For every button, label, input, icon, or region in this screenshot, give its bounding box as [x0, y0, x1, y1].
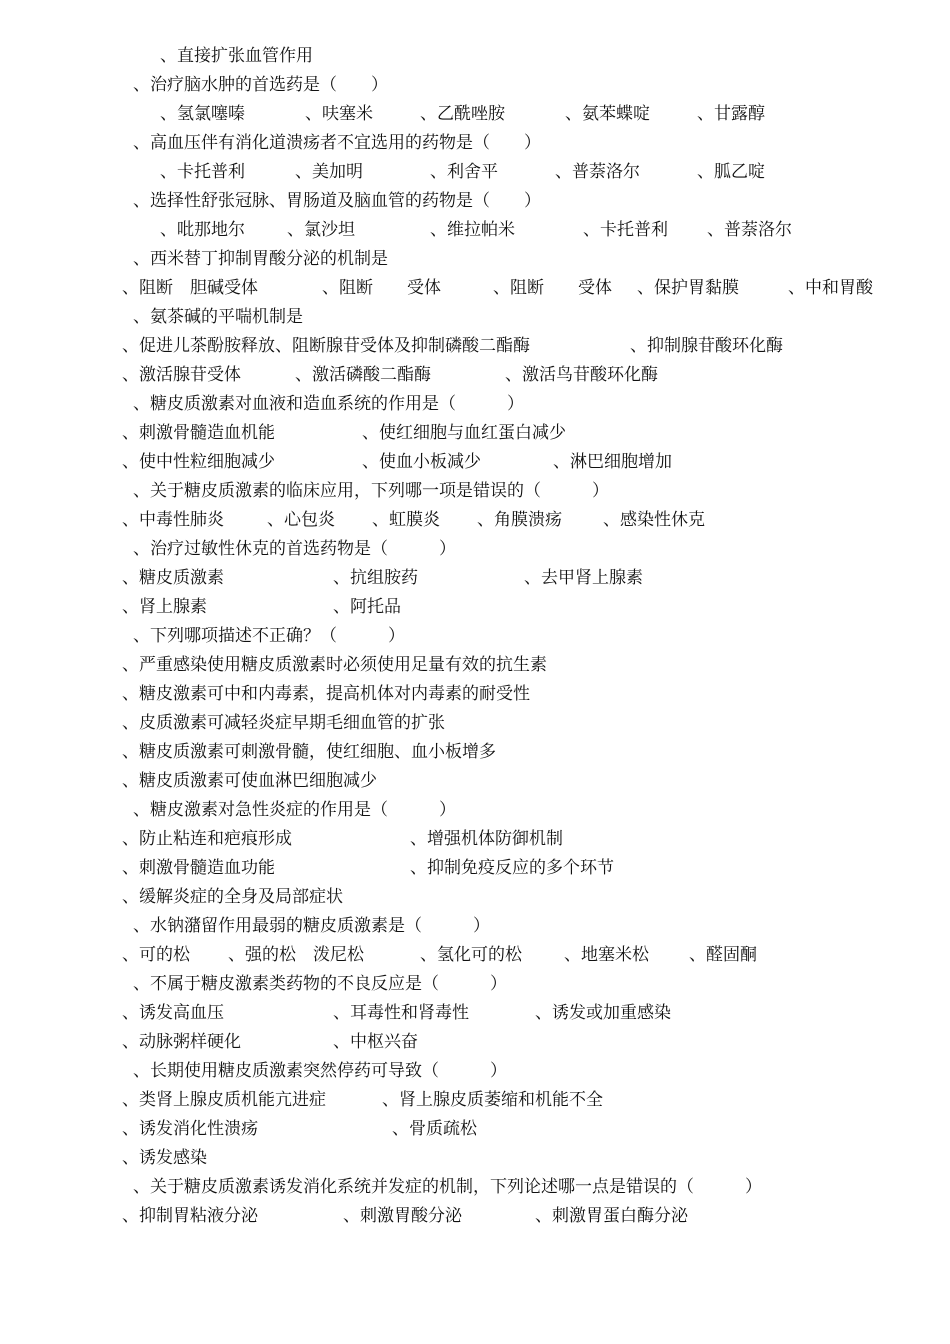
option-text: 、抑制胃粘液分泌 [122, 1206, 258, 1226]
option-text: 、诱发感染 [122, 1148, 207, 1168]
option-text: 、糖皮质激素可刺激骨髓，使红细胞、血小板增多 [122, 742, 496, 762]
option-text: 、皮质激素可减轻炎症早期毛细血管的扩张 [122, 713, 445, 733]
option-text: 、激活磷酸二酯酶 [295, 365, 431, 385]
option-text: 、吡那地尔 [160, 220, 245, 240]
option-text: 、肾上腺皮质萎缩和机能不全 [382, 1090, 603, 1110]
option-text: 、中毒性肺炎 [122, 510, 224, 530]
option-text: 、乙酰唑胺 [420, 104, 505, 124]
option-text: 、诱发消化性溃疡 [122, 1119, 258, 1139]
text-segment: 、长期使用糖皮质激素突然停药可导致（ ） [133, 1061, 507, 1081]
option-text: 、中枢兴奋 [333, 1032, 418, 1052]
option-text: 、醛固酮 [689, 945, 757, 965]
option-text: 、激活腺苷受体 [122, 365, 241, 385]
option-text: 、使红细胞与血红蛋白减少 [362, 423, 566, 443]
option-text: 、增强机体防御机制 [410, 829, 563, 849]
text-segment: 、不属于糖皮激素类药物的不良反应是（ ） [133, 974, 507, 994]
option-text: 、保护胃黏膜 [637, 278, 739, 298]
option-text: 、激活鸟苷酸环化酶 [505, 365, 658, 385]
option-text: 、感染性休克 [603, 510, 705, 530]
option-text: 、使中性粒细胞减少 [122, 452, 275, 472]
option-text: 、呋塞米 [305, 104, 373, 124]
option-text: 、防止粘连和疤痕形成 [122, 829, 292, 849]
option-text: 、严重感染使用糖皮质激素时必须使用足量有效的抗生素 [122, 655, 547, 675]
option-text: 、阻断 受体 [493, 278, 612, 298]
option-text: 、氢氯噻嗪 [160, 104, 245, 124]
option-text: 、促进儿茶酚胺释放、阻断腺苷受体及抑制磷酸二酯酶 [122, 336, 530, 356]
option-text: 、动脉粥样硬化 [122, 1032, 241, 1052]
option-text: 、肾上腺素 [122, 597, 207, 617]
text-segment: 、糖皮质激素对血液和造血系统的作用是（ ） [133, 394, 524, 414]
option-text: 、糖皮激素可中和内毒素，提高机体对内毒素的耐受性 [122, 684, 530, 704]
option-text: 、氯沙坦 [287, 220, 355, 240]
option-text: 、角膜溃疡 [477, 510, 562, 530]
option-text: 、甘露醇 [697, 104, 765, 124]
option-text: 、诱发或加重感染 [535, 1003, 671, 1023]
option-text: 、地塞米松 [564, 945, 649, 965]
text-segment: 、下列哪项描述不正确？（ ） [133, 626, 405, 646]
text-segment: 、关于糖皮质激素诱发消化系统并发症的机制，下列论述哪一点是错误的（ ） [133, 1177, 762, 1197]
option-text: 、使血小板减少 [362, 452, 481, 472]
text-segment: 、氨茶碱的平喘机制是 [133, 307, 303, 327]
option-text: 、类肾上腺皮质机能亢进症 [122, 1090, 326, 1110]
option-text: 、诱发高血压 [122, 1003, 224, 1023]
option-text: 、刺激骨髓造血功能 [122, 858, 275, 878]
option-text: 、骨质疏松 [392, 1119, 477, 1139]
option-text: 、卡托普利 [160, 162, 245, 182]
text-segment: 、水钠潴留作用最弱的糖皮质激素是（ ） [133, 916, 490, 936]
option-text: 、心包炎 [267, 510, 335, 530]
text-segment: 、直接扩张血管作用 [160, 46, 313, 66]
option-text: 、抑制腺苷酸环化酶 [630, 336, 783, 356]
option-text: 、虹膜炎 [372, 510, 440, 530]
option-text: 、胍乙啶 [697, 162, 765, 182]
option-text: 、缓解炎症的全身及局部症状 [122, 887, 343, 907]
text-segment: 、治疗脑水肿的首选药是（ ） [133, 75, 388, 95]
option-line [0, 1205, 688, 1315]
option-text: 、去甲肾上腺素 [524, 568, 643, 588]
option-text: 、刺激胃酸分泌 [343, 1206, 462, 1226]
option-text: 、刺激胃蛋白酶分泌 [535, 1206, 688, 1226]
option-text: 、抗组胺药 [333, 568, 418, 588]
option-text: 、阻断 受体 [322, 278, 441, 298]
option-text: 、卡托普利 [583, 220, 668, 240]
option-text: 、中和胃酸 [788, 278, 873, 298]
option-text: 、普萘洛尔 [555, 162, 640, 182]
text-segment: 、高血压伴有消化道溃疡者不宜选用的药物是（ ） [133, 133, 541, 153]
option-text: 、糖皮质激素可使血淋巴细胞减少 [122, 771, 377, 791]
text-segment: 、选择性舒张冠脉、胃肠道及脑血管的药物是（ ） [133, 191, 541, 211]
option-text: 、美加明 [295, 162, 363, 182]
option-text: 、维拉帕米 [430, 220, 515, 240]
text-segment: 、关于糖皮质激素的临床应用，下列哪一项是错误的（ ） [133, 481, 609, 501]
text-segment: 、西米替丁抑制胃酸分泌的机制是 [133, 249, 388, 269]
option-text: 、可的松 [122, 945, 190, 965]
option-text: 、淋巴细胞增加 [553, 452, 672, 472]
option-text: 、普萘洛尔 [707, 220, 792, 240]
option-text: 、氨苯蝶啶 [565, 104, 650, 124]
option-text: 、氢化可的松 [420, 945, 522, 965]
text-segment: 、治疗过敏性休克的首选药物是（ ） [133, 539, 456, 559]
text-segment: 、糖皮激素对急性炎症的作用是（ ） [133, 800, 456, 820]
option-text: 、刺激骨髓造血机能 [122, 423, 275, 443]
option-text: 、糖皮质激素 [122, 568, 224, 588]
option-text: 、阿托品 [333, 597, 401, 617]
option-text: 、抑制免疫反应的多个环节 [410, 858, 614, 878]
option-text: 、阻断 胆碱受体 [122, 278, 258, 298]
option-text: 、强的松 泼尼松 [228, 945, 364, 965]
option-text: 、利舍平 [430, 162, 498, 182]
option-text: 、耳毒性和肾毒性 [333, 1003, 469, 1023]
